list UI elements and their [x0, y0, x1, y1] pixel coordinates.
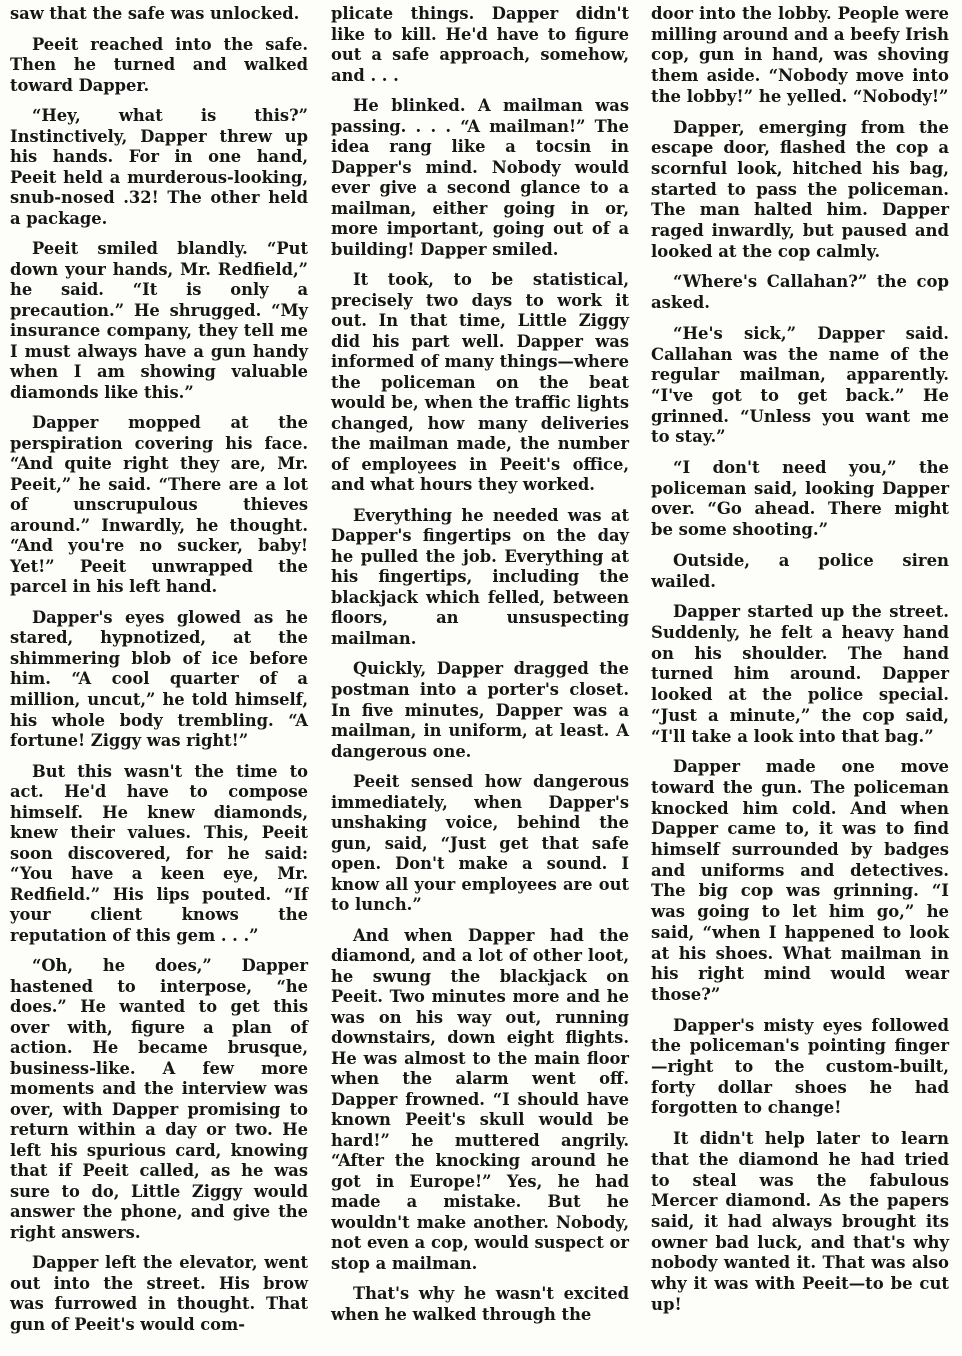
paragraph: plicate things. Dapper didn't like to kill. He'd have to figure out a safe approach, somehow, and . . . [331, 4, 629, 85]
paragraph: “He's sick,” Dapper said. Callahan was the name of the regular mailman, apparently. “I've got to get back.” He grinned. “Unless you want me to stay.” [651, 323, 949, 447]
text-column-1 [10, 4, 308, 1345]
text-column-2 [331, 4, 629, 1335]
paragraph: He blinked. A mailman was passing. . . . “A mailman!” The idea rang like a tocsin in Dapper's mind. Nobody would ever give a second glance to a mailman, either going in or, more important, going out of a building! Dapper smiled. [331, 96, 629, 259]
paragraph: Everything he needed was at Dapper's fingertips on the day he pulled the job. Everything at his fingertips, including the blackjack which felled, between floors, an unsuspecting mailman. [331, 505, 629, 648]
paragraph: door into the lobby. People were milling around and a beefy Irish cop, gun in hand, was shoving them aside. “Nobody move into the lobby!” he yelled. “Nobody!” [651, 4, 949, 106]
paragraph: Dapper started up the street. Suddenly, he felt a heavy hand on his shoulder. The hand turned him around. Dapper looked at the police special. “Just a minute,” the cop said, “I'll take a look into that bag.” [651, 602, 949, 746]
paragraph: Quickly, Dapper dragged the postman into a porter's closet. In five minutes, Dapper was a mailman, in uniform, at least. A dangerous one. [331, 659, 629, 761]
paragraph: Peeit smiled blandly. “Put down your hands, Mr. Redfield,” he said. “It is only a precaution.” He shrugged. “My insurance company, they tell me I must always have a gun handy when I am showing valuable diamonds like this.” [10, 239, 308, 402]
paragraph: saw that the safe was unlocked. [10, 4, 300, 23]
paragraph: But this wasn't the time to act. He'd have to compose himself. He knew diamonds, knew their values. This, Peeit soon discovered, for he said: “You have a keen eye, Mr. Redfield.” His lips pouted. “If your client knows the reputation of this gem . . .” [10, 761, 308, 945]
paragraph: Dapper mopped at the perspiration covering his face. “And quite right they are, Mr. Peeit,” he said. “There are a lot of unscrupulous thieves around.” Inwardly, he thought. “And you're no sucker, baby! Yet!” Peeit unwrapped the parcel in his left hand. [10, 413, 308, 597]
paragraph: Dapper, emerging from the escape door, flashed the cop a scornful look, hitched his bag, started to pass the policeman. The man halted him. Dapper raged inwardly, but paused and looked at the cop calmly. [651, 117, 949, 261]
column-gutter [640, 0, 641, 1356]
paragraph: Peeit reached into the safe. Then he turned and walked toward Dapper. [10, 34, 308, 95]
paragraph: “I don't need you,” the policeman said, looking Dapper over. “Go ahead. There might be some shooting.” [651, 458, 949, 540]
paragraph: Peeit sensed how dangerous immediately, when Dapper's unshaking voice, behind the gun, said, “Just get that safe open. Don't make a sound. I know all your employees are out to lunch.” [331, 772, 629, 915]
paragraph: It took, to be statistical, precisely two days to work it out. In that time, Little Ziggy did his part well. Dapper was informed of many things—where the policeman on the beat would be, when the traffic lights changed, how many deliveries the mailman made, the number of employees in Peeit's office, and what hours they worked. [331, 270, 629, 495]
paragraph: Dapper's eyes glowed as he stared, hypnotized, at the shimmering blob of ice before him. “A cool quarter of a million, uncut,” he told himself, his whole body trembling. “A fortune! Ziggy was right!” [10, 607, 308, 751]
paragraph: Dapper made one move toward the gun. The policeman knocked him cold. And when Dapper came to, it was to find himself surrounded by badges and uniforms and detectives. The big cop was grinning. “I was going to let him go,” he said, “when I happened to look at his shoes. What mailman in his right mind would wear those?” [651, 757, 949, 1004]
paragraph: Dapper's misty eyes followed the policeman's pointing finger —right to the custom-built, forty dollar shoes he had forgotten to change! [651, 1015, 949, 1118]
paragraph: “Oh, he does,” Dapper hastened to interpose, “he does.” He wanted to get this over with, figure a plan of action. He became brusque, business-like. A few more moments and the interview was over, with Dapper promising to return within a day or two. He left his spurious card, knowing that if Peeit called, as he was sure to do, Little Ziggy would answer the phone, and give the right answers. [10, 956, 308, 1242]
paragraph: Outside, a police siren wailed. [651, 550, 949, 591]
paragraph: That's why he wasn't excited when he walked through the [331, 1284, 629, 1324]
paragraph: “Where's Callahan?” the cop asked. [651, 272, 949, 313]
paragraph: Dapper left the elevator, went out into the street. His brow was furrowed in thought. That gun of Peeit's would com- [10, 1253, 308, 1334]
column-gutter [319, 0, 320, 1356]
paragraph: “Hey, what is this?” Instinctively, Dapper threw up his hands. For in one hand, Peeit held a murderous-looking, snub-nosed .32! The other held a package. [10, 106, 308, 228]
paragraph: And when Dapper had the diamond, and a lot of other loot, he swung the blackjack on Peeit. Two minutes more and he was on his way out, running downstairs, down eight flights. He was almost to the main floor when the alarm went off. Dapper frowned. “I should have known Peeit's skull would be hard!” he muttered angrily. “After the knocking around he got in Europe!” Yes, he had made a mistake. But he wouldn't make another. Nobody, not even a cop, would suspect or stop a mailman. [331, 925, 629, 1273]
text-column-3 [651, 4, 949, 1325]
paragraph: It didn't help later to learn that the diamond he had tried to steal was the fabulous Mercer diamond. As the papers said, it had always brought its owner bad luck, and that's why nobody wanted it. That was also why it was with Peeit—to be cut up! [651, 1129, 949, 1314]
